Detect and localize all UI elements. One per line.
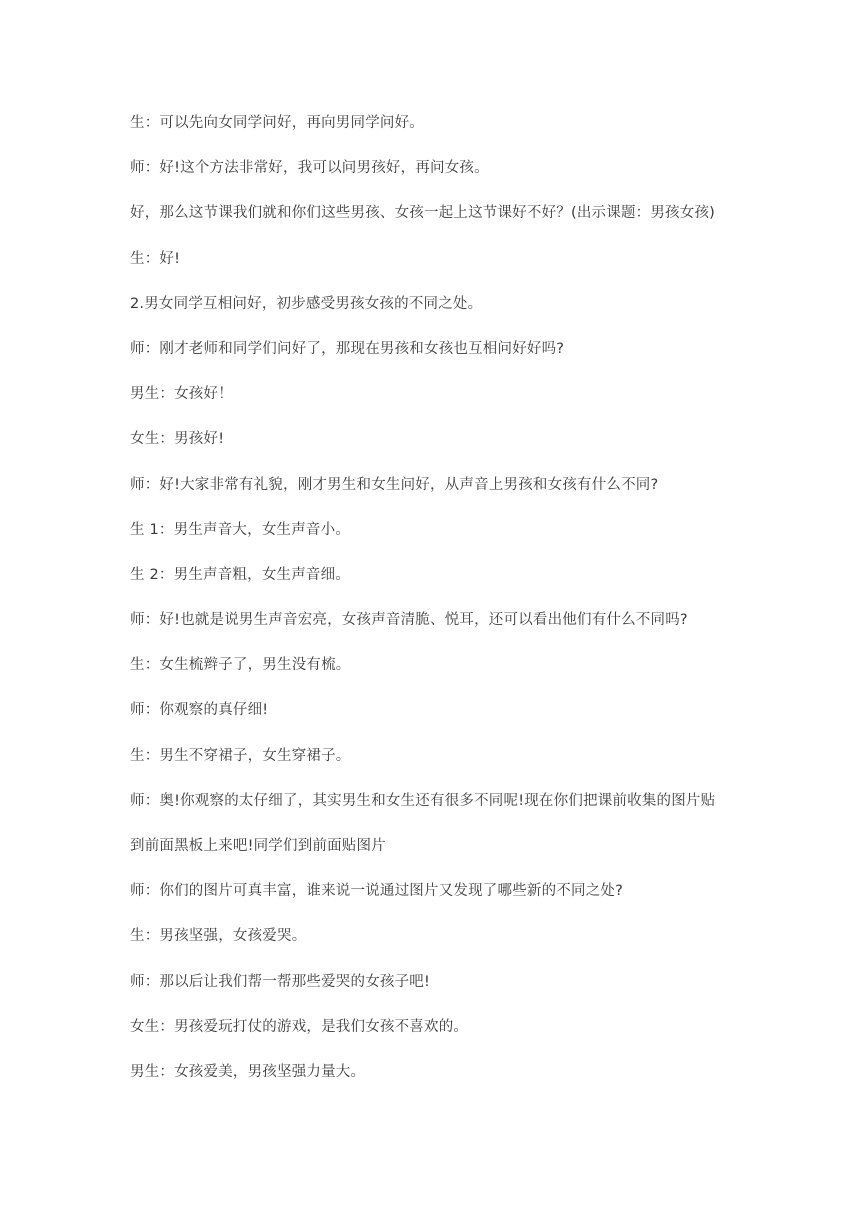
paragraph-line: 2.男女同学互相问好，初步感受男孩女孩的不同之处。 [130,295,483,312]
paragraph-line: 师：好!也就是说男生声音宏亮，女孩声音清脆、悦耳，还可以看出他们有什么不同吗? [130,612,688,629]
paragraph-line: 男生：女孩爱美，男孩坚强力量大。 [130,1063,366,1080]
paragraph-line: 师：那以后让我们帮一帮那些爱哭的女孩子吧! [130,973,431,990]
paragraph-line: 师：奥!你观察的太仔细了，其实男生和女生还有很多不同呢!现在你们把课前收集的图片贴 [130,792,716,809]
paragraph-line: 师：你观察的真仔细! [130,702,269,719]
document-body [130,114,740,1108]
paragraph-line: 生 2：男生声音粗，女生声音细。 [130,566,351,583]
paragraph-line: 生：男孩坚强，女孩爱哭。 [130,928,307,945]
paragraph-line: 到前面黑板上来吧!同学们到前面贴图片 [130,838,386,854]
paragraph-line: 师：好!这个方法非常好，我可以问男孩好，再问女孩。 [130,160,489,177]
paragraph-line: 师：好!大家非常有礼貌，刚才男生和女生问好，从声音上男孩和女孩有什么不同? [130,476,659,493]
paragraph-line: 女生：男孩好! [130,431,225,448]
paragraph-line: 好，那么这节课我们就和你们这些男孩、女孩一起上这节课好不好？(出示课题：男孩女孩) [130,205,716,222]
paragraph-line: 生：男生不穿裙子，女生穿裙子。 [130,747,351,764]
paragraph-line: 师：你们的图片可真丰富，谁来说一说通过图片又发现了哪些新的不同之处? [130,883,623,900]
paragraph-line: 生：女生梳辫子了，男生没有梳。 [130,657,351,674]
paragraph-line: 生：好! [130,250,181,267]
paragraph-line: 男生：女孩好！ [130,386,233,403]
paragraph-line: 师：刚才老师和同学们问好了，那现在男孩和女孩也互相问好好吗? [130,340,565,357]
paragraph-line: 生 1：男生声音大，女生声音小。 [130,521,351,538]
paragraph-line: 女生：男孩爱玩打仗的游戏，是我们女孩不喜欢的。 [130,1018,469,1035]
paragraph-line: 生：可以先向女同学问好，再向男同学问好。 [130,115,424,131]
